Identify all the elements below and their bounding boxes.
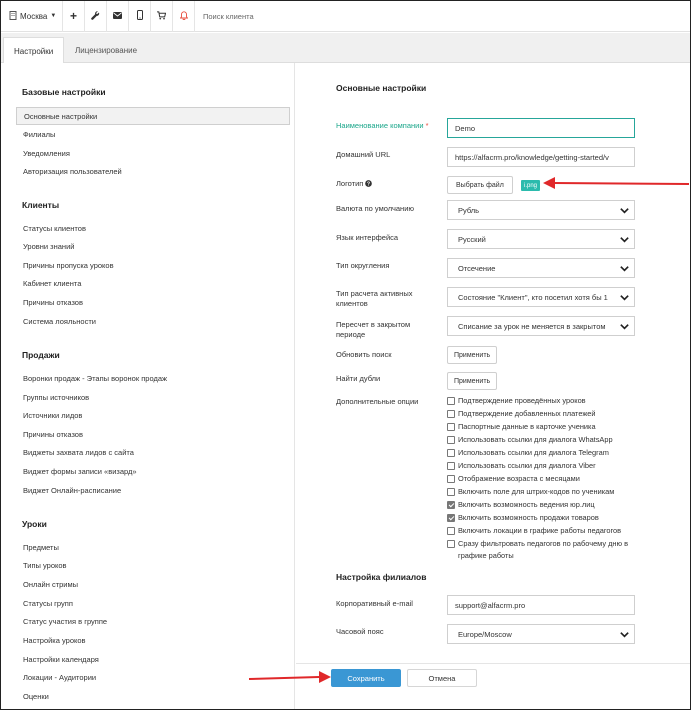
search-placeholder: Поиск клиента [203,11,254,21]
home-url-input[interactable] [447,147,635,167]
notifications-button[interactable] [173,1,195,32]
option-label: Паспортные данные в карточке ученика [458,422,596,431]
sidebar-item-label: Онлайн стримы [23,579,79,589]
update-search-label: Обновить поиск [336,350,392,359]
chevron-down-icon [619,205,630,216]
rounding-select[interactable] [447,258,635,278]
recalc-select[interactable] [447,316,635,336]
rounding-value: Отсечение [458,263,496,273]
sidebar-item-label: Воронки продаж - Этапы воронок продаж [23,373,168,383]
sidebar-item-wizard-widget[interactable] [16,462,290,480]
cart-button[interactable] [151,1,173,32]
choose-file-label: Выбрать файл [456,181,504,189]
find-duplicates-button[interactable] [447,372,497,390]
sidebar-item-label: Настройка уроков [23,635,86,645]
sidebar-item-source-groups[interactable] [16,388,290,406]
sidebar-item-client-cabinet[interactable] [16,274,290,292]
rounding-label: Тип округления [336,261,390,270]
logo-label-text: Логотип [336,179,364,188]
client-search-input[interactable] [195,1,690,32]
chevron-down-icon [619,629,630,640]
sidebar-item-label: Уведомления [23,148,70,158]
tab-licensing[interactable] [65,37,147,63]
sidebar-section-title: Клиенты [22,200,60,210]
option-filter-teachers[interactable] [447,538,652,562]
currency-select[interactable] [447,200,635,220]
chevron-down-icon [619,292,630,303]
sidebar-item-label: Основные настройки [24,111,98,121]
required-mark: * [425,121,429,130]
corporate-email-value: support@alfacrm.pro [455,600,526,610]
currency-label: Валюта по умолчанию [336,204,415,213]
sidebar-section-title: Уроки [22,519,47,529]
corporate-email-input[interactable] [447,595,635,615]
sidebar-item-sales-funnels[interactable] [16,369,290,387]
sidebar-item-label: Причины пропуска уроков [23,260,114,270]
sidebar-item-label: Статусы клиентов [23,223,86,233]
cancel-label: Отмена [428,673,456,683]
sidebar-item-calendar-settings[interactable] [16,650,290,668]
language-label: Язык интерфейса [336,233,399,242]
sidebar-item-main-settings[interactable] [16,107,290,125]
logo-file-badge: i.png [521,180,540,191]
language-value: Русский [458,234,486,244]
option-teacher-locations[interactable] [447,525,652,537]
option-label: Отображение возраста с месяцами [458,474,580,483]
bell-icon [180,11,188,22]
top-bar [1,1,690,32]
save-label: Сохранить [347,673,385,683]
sidebar-item-label: Настройки календаря [23,654,99,664]
phone-icon [137,10,143,22]
language-select[interactable] [447,229,635,249]
svg-text:?: ? [367,181,371,187]
timezone-label: Часовой пояс [336,627,384,636]
mail-button[interactable] [107,1,129,32]
wrench-icon [91,11,100,22]
recalc-label: Пересчет в закрытом периоде [336,320,411,339]
active-clients-select[interactable] [447,287,635,307]
tab-settings-label: Настройки [14,46,54,56]
sidebar-section-title: Продажи [22,350,60,360]
tab-licensing-label: Лицензирование [75,45,138,55]
chevron-down-icon: ▼ [50,13,57,19]
city-label: Москва [20,11,48,21]
sidebar-item-label: Авторизация пользователей [23,166,122,176]
cancel-button[interactable] [407,669,477,687]
sidebar-item-label: Филиалы [23,129,56,139]
sidebar-item-refusal-reasons-sales[interactable] [16,425,290,443]
plus-icon: + [69,9,77,23]
option-label: Использовать ссылки для диалога WhatsApp [458,435,613,444]
form-footer [296,663,691,710]
option-whatsapp-links[interactable] [447,434,652,446]
settings-sidebar [1,63,295,710]
option-confirm-lessons[interactable] [447,395,652,407]
checkbox[interactable] [447,449,455,457]
checkbox[interactable] [447,410,455,418]
sidebar-item-lead-widgets[interactable] [16,443,290,461]
checkbox[interactable] [447,436,455,444]
sidebar-item-knowledge-levels[interactable] [16,237,290,255]
company-name-label [336,121,440,131]
sidebar-item-label: Статус участия в группе [23,616,108,626]
checkbox-checked[interactable] [447,514,455,522]
checkbox-checked[interactable] [447,501,455,509]
option-label: Использовать ссылки для диалога Telegram [458,448,609,457]
option-passport-data[interactable] [447,421,652,433]
sidebar-item-refusal-reasons[interactable] [16,293,290,311]
checkbox[interactable] [447,488,455,496]
timezone-value: Europe/Moscow [458,629,512,639]
building-icon [9,11,17,22]
sidebar-item-client-statuses[interactable] [16,219,290,237]
chevron-down-icon [619,263,630,274]
sidebar-item-schedule-widget[interactable] [16,481,290,499]
update-search-button[interactable] [447,346,497,364]
active-clients-label: Тип расчета активных клиентов [336,289,413,308]
corporate-email-label: Корпоративный e-mail [336,599,413,608]
sidebar-item-lead-sources[interactable] [16,406,290,424]
settings-form [296,63,691,710]
option-label: Включить возможность ведения юр.лиц [458,500,595,509]
sidebar-item-label: Причины отказов [23,297,83,307]
extra-options-label: Дополнительные опции [336,397,419,406]
option-confirm-payments[interactable] [447,408,652,420]
checkbox[interactable] [447,423,455,431]
sidebar-item-subjects[interactable] [16,538,290,556]
apply-label: Применить [454,351,491,359]
choose-file-button[interactable] [447,176,513,194]
sidebar-item-label: Источники лидов [23,410,83,420]
sidebar-item-branches[interactable] [16,125,290,143]
option-barcodes[interactable] [447,486,652,498]
annotation-arrow-save [247,669,333,685]
phone-button[interactable] [129,1,151,32]
sidebar-item-label: Причины отказов [23,429,83,439]
checkbox[interactable] [447,527,455,535]
logo-label [336,179,440,189]
help-icon [365,179,372,188]
settings-button[interactable] [85,1,107,32]
sidebar-item-lesson-settings[interactable] [16,631,290,649]
add-button[interactable] [63,1,85,32]
option-age-months[interactable] [447,473,652,485]
sidebar-item-label: Система лояльности [23,316,96,326]
sidebar-item-label: Статусы групп [23,598,73,608]
checkbox[interactable] [447,475,455,483]
currency-value: Рубль [458,205,480,215]
sidebar-item-lesson-types[interactable] [16,556,290,574]
sidebar-item-label: Уровни знаний [23,241,75,251]
recalc-value: Списание за урок не меняется в закрытом [458,321,606,331]
option-label: Включить возможность продажи товаров [458,513,599,522]
sidebar-item-label: Кабинет клиента [23,278,82,288]
tab-bar [1,33,690,63]
sidebar-item-notifications[interactable] [16,144,290,162]
option-product-sales[interactable] [447,512,652,524]
option-viber-links[interactable] [447,460,652,472]
sidebar-item-grades[interactable] [16,687,290,705]
sidebar-item-group-participation[interactable] [16,612,290,630]
checkbox[interactable] [447,462,455,470]
cart-icon [157,11,166,22]
sidebar-item-absence-reasons[interactable] [16,256,290,274]
active-clients-value: Состояние "Клиент", кто посетил хотя бы 1 [458,292,608,302]
save-button[interactable] [331,669,401,687]
option-legal-entities[interactable] [447,499,652,511]
mail-icon [113,11,122,21]
option-label: Подтверждение добавленных платежей [458,409,596,418]
sidebar-item-label: Группы источников [23,392,90,402]
home-url-value: https://alfacrm.pro/knowledge/getting-started/v [455,152,609,162]
option-label: Использовать ссылки для диалога Viber [458,461,596,470]
sidebar-item-user-auth[interactable] [16,162,290,180]
sidebar-item-online-streams[interactable] [16,575,290,593]
option-telegram-links[interactable] [447,447,652,459]
sidebar-item-loyalty-system[interactable] [16,312,290,330]
option-label: Сразу фильтровать педагогов по рабочему дню в графике работы [458,539,629,560]
chevron-down-icon [619,234,630,245]
option-label: Подтверждение проведённых уроков [458,396,586,405]
checkbox[interactable] [447,540,455,548]
sidebar-item-label: Виджеты захвата лидов с сайта [23,447,134,457]
apply-label: Применить [454,377,491,385]
option-label: Включить локации в графике работы педагогов [458,526,622,535]
branch-settings-title: Настройка филиалов [336,572,427,582]
sidebar-item-label: Оценки [23,691,49,701]
home-url-label: Домашний URL [336,150,391,159]
city-selector[interactable] [1,1,63,32]
company-name-label-text: Наименование компании [336,121,424,130]
timezone-select[interactable] [447,624,635,644]
page-title: Основные настройки [336,83,427,93]
company-name-value: Demo [455,123,476,133]
sidebar-item-label: Локации - Аудитории [23,672,97,682]
checkbox[interactable] [447,397,455,405]
sidebar-item-label: Виджет формы записи «визард» [23,466,137,476]
sidebar-section-title: Базовые настройки [22,87,106,97]
annotation-arrow-logo [541,175,691,191]
company-name-input[interactable] [447,118,635,138]
sidebar-item-group-statuses[interactable] [16,594,290,612]
find-duplicates-label: Найти дубли [336,374,381,383]
sidebar-item-label: Предметы [23,542,59,552]
sidebar-item-label: Виджет Онлайн-расписание [23,485,122,495]
chevron-down-icon [619,321,630,332]
tab-settings[interactable] [3,37,64,64]
sidebar-item-label: Типы уроков [23,560,67,570]
option-label: Включить поле для штрих-кодов по ученикам [458,487,615,496]
